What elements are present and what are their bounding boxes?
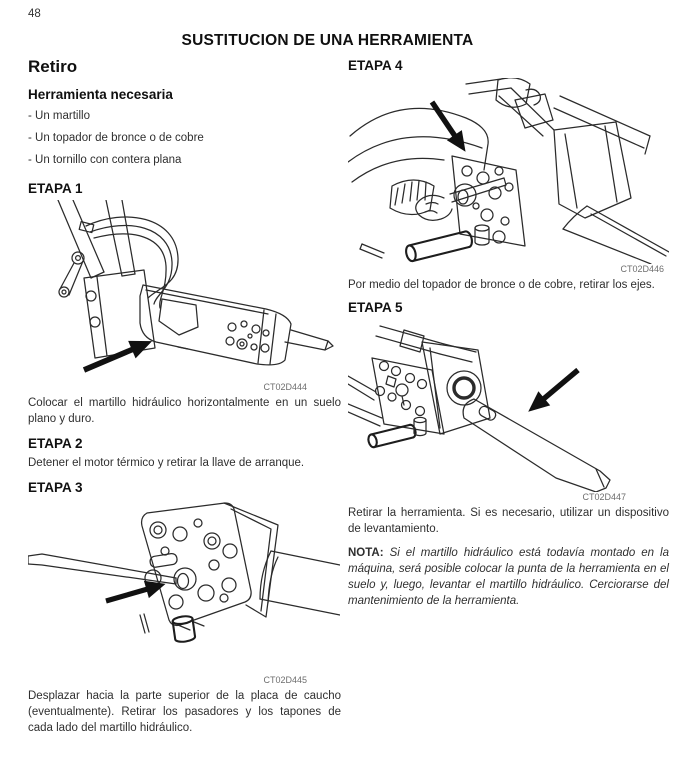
etapa1-figure: [28, 200, 341, 393]
step3-text: Desplazar hacia la parte superior de la placa de caucho (eventualmente). Retirar los pasadores y los tapones de cada lado del martillo hidráulico.: [28, 690, 341, 734]
step2-heading: ETAPA 2: [28, 436, 83, 451]
drift-removing-axles-drawing: [348, 78, 669, 264]
figure-code: CT02D446: [620, 264, 664, 274]
step1-heading: ETAPA 1: [28, 181, 83, 196]
figure-code: CT02D445: [263, 675, 307, 685]
removed-tool-drawing: [348, 318, 669, 492]
figure-code: CT02D447: [582, 492, 626, 502]
list-item: - Un tornillo con contera plana: [28, 154, 182, 166]
step4-text: Por medio del topador de bronce o de cobre, retirar los ejes.: [348, 279, 655, 291]
step3-heading: ETAPA 3: [28, 480, 83, 495]
step5-heading: ETAPA 5: [348, 300, 403, 315]
left-column: [28, 57, 341, 736]
page-number: 48: [28, 8, 41, 20]
step1-text: Colocar el martillo hidráulico horizontalmente en un suelo plano y duro.: [28, 397, 341, 425]
etapa4-figure: [348, 78, 669, 275]
right-column: [348, 57, 669, 609]
step4-heading: ETAPA 4: [348, 58, 403, 73]
etapa3-figure: [28, 499, 341, 686]
step5-text: Retirar la herramienta. Si es necesario, utilizar un dispositivo de levantamiento.: [348, 507, 669, 535]
step2-text: Detener el motor térmico y retirar la llave de arranque.: [28, 457, 305, 469]
section-title-retiro: Retiro: [28, 57, 78, 76]
list-item: - Un topador de bronce o de cobre: [28, 132, 204, 144]
hammer-horizontal-drawing: [28, 200, 340, 382]
page-title: SUSTITUCION DE UNA HERRAMIENTA: [181, 32, 474, 49]
subsection-herramienta-necesaria: Herramienta necesaria: [28, 87, 173, 102]
note-text: Si el martillo hidráulico está todavía montado en la máquina, será posible colocar la punta de la herramienta en el suelo y, luego, levantar el martillo hidráulico. Cerciorarse del mantenimiento de la herramienta.: [348, 547, 669, 607]
arrow-icon: [425, 97, 473, 157]
note-paragraph: [348, 545, 669, 609]
figure-code: CT02D444: [263, 382, 307, 392]
note-label: NOTA:: [348, 547, 384, 559]
list-item: - Un martillo: [28, 110, 90, 122]
arrow-icon: [522, 363, 584, 419]
arrow-icon: [104, 575, 169, 609]
required-tools-list: [28, 110, 341, 178]
side-plate-pins-drawing: [28, 499, 340, 675]
arrow-icon: [80, 332, 156, 378]
etapa5-figure: [348, 318, 669, 503]
